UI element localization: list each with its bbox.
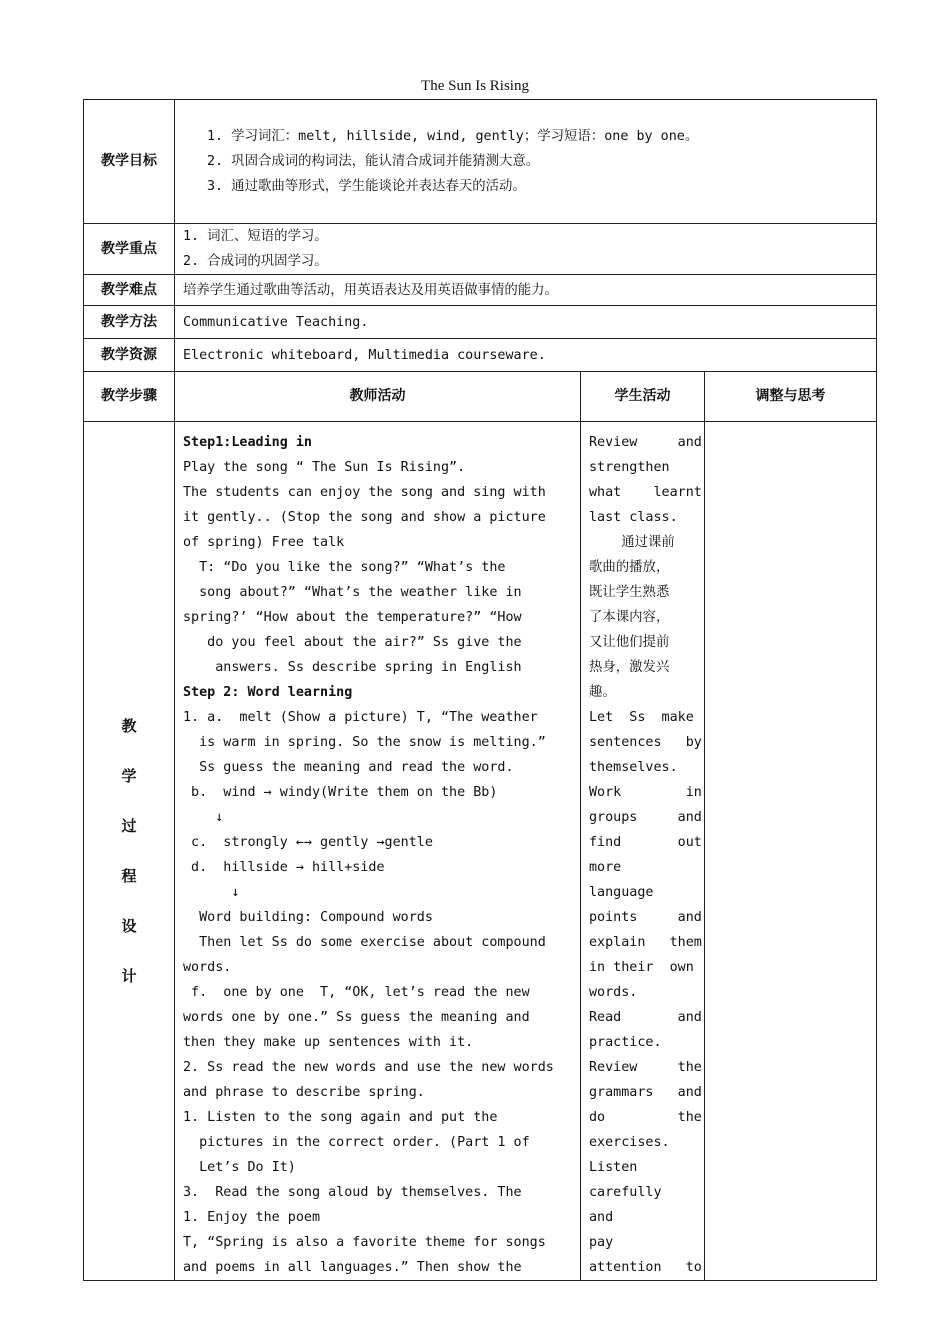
difficulty-cell: 培养学生通过歌曲等活动，用英语表达及用英语做事情的能力。 [175, 275, 877, 306]
row-goals [84, 100, 877, 224]
student-line: 了本课内容， [589, 610, 670, 625]
teacher-line: b. wind → windy(Write them on the Bb) [183, 785, 498, 800]
student-line: grammars and [589, 1085, 702, 1100]
header-teacher: 教师活动 [175, 372, 581, 422]
key-cell [175, 224, 877, 275]
row-method [84, 306, 877, 339]
student-line: themselves. [589, 760, 678, 775]
process-char: 设 [121, 917, 137, 935]
teacher-line: do you feel about the air?” Ss give the [183, 635, 522, 650]
goal-item: 2. 巩固合成词的构词法，能认清合成词并能猜测大意。 [207, 154, 540, 169]
teacher-line: Ss guess the meaning and read the word. [183, 760, 514, 775]
student-line: and [589, 1210, 614, 1225]
teacher-line: ↓ [183, 885, 240, 900]
student-line: Review and [589, 435, 702, 450]
teacher-line: song about?” “What’s the weather like in [183, 585, 522, 600]
teacher-line: 1. Listen to the song again and put the [183, 1110, 498, 1125]
student-line: sentences by [589, 735, 702, 750]
process-char: 学 [121, 767, 137, 785]
student-line: explain them [589, 935, 702, 950]
student-line: 又让他们提前 [589, 635, 670, 650]
teacher-line: Word building: Compound words [183, 910, 433, 925]
teacher-line: T: “Do you like the song?” “What’s the [183, 560, 506, 575]
key-item: 2. 合成词的巩固学习。 [183, 254, 328, 269]
label-resources: 教学资源 [84, 339, 175, 372]
teacher-line: 3. Read the song aloud by themselves. The [183, 1185, 522, 1200]
student-line: points and [589, 910, 702, 925]
goal-item: 1. 学习词汇：melt, hillside, wind, gently；学习短语：one by one。 [207, 129, 699, 144]
key-item: 1. 词汇、短语的学习。 [183, 229, 328, 244]
goals-cell [175, 100, 877, 224]
student-line: strengthen [589, 460, 670, 475]
student-activity-cell [581, 422, 705, 1281]
teacher-activity-cell [175, 422, 581, 1281]
student-line: 既让学生熟悉 [589, 585, 670, 600]
student-line: attention to [589, 1260, 702, 1275]
process-char: 教 [121, 717, 137, 735]
student-line: 歌曲的播放， [589, 560, 670, 575]
student-line: language [589, 885, 654, 900]
header-row [84, 372, 877, 422]
teacher-line: c. strongly ←→ gently →gentle [183, 835, 433, 850]
teacher-line: T, “Spring is also a favorite theme for songs [183, 1235, 546, 1250]
student-line: Work in [589, 785, 702, 800]
student-activity-text [589, 430, 702, 1280]
process-char: 计 [121, 967, 137, 985]
teacher-line: 1. a. melt (Show a picture) T, “The weather [183, 710, 538, 725]
teacher-line: answers. Ss describe spring in English [183, 660, 522, 675]
row-resources [84, 339, 877, 372]
student-line: Let Ss make [589, 710, 694, 725]
teacher-line: Step1:Leading in [183, 435, 312, 450]
process-label [84, 422, 175, 1281]
teacher-line: pictures in the correct order. (Part 1 of [183, 1135, 530, 1150]
student-line: 热身，激发兴 [589, 660, 670, 675]
lesson-plan-table [83, 99, 877, 1281]
teacher-line: d. hillside → hill+side [183, 860, 385, 875]
teacher-line: words one by one.” Ss guess the meaning and [183, 1010, 530, 1025]
row-key [84, 224, 877, 275]
student-line: Read and [589, 1010, 702, 1025]
teacher-line: f. one by one T, “OK, let’s read the new [183, 985, 530, 1000]
student-line: do the [589, 1110, 702, 1125]
teacher-line: then they make up sentences with it. [183, 1035, 474, 1050]
student-line: 趣。 [589, 685, 616, 700]
student-line: words. [589, 985, 638, 1000]
student-line: 通过课前 [589, 535, 675, 550]
teacher-line: 2. Ss read the new words and use the new words [183, 1060, 554, 1075]
teacher-line: of spring) Free talk [183, 535, 345, 550]
teacher-line: is warm in spring. So the snow is melting.” [183, 735, 546, 750]
teacher-activity-text [183, 430, 572, 1280]
teacher-line: Step 2: Word learning [183, 685, 353, 700]
teacher-line: words. [183, 960, 232, 975]
method-cell: Communicative Teaching. [175, 306, 877, 339]
reflection-cell [705, 422, 877, 1281]
student-line: what learnt [589, 485, 702, 500]
student-line: last class. [589, 510, 678, 525]
student-line: practice. [589, 1035, 662, 1050]
teacher-line: and poems in all languages.” Then show the [183, 1260, 522, 1275]
teacher-line: and phrase to describe spring. [183, 1085, 425, 1100]
teacher-line: it gently.. (Stop the song and show a picture [183, 510, 546, 525]
teacher-line: ↓ [183, 810, 224, 825]
process-char: 过 [121, 817, 137, 835]
label-key: 教学重点 [84, 224, 175, 275]
student-line: carefully [589, 1185, 662, 1200]
header-student: 学生活动 [581, 372, 705, 422]
teacher-line: Let’s Do It) [183, 1160, 296, 1175]
student-line: find out [589, 835, 702, 850]
goals-list [191, 124, 868, 199]
process-char: 程 [121, 867, 137, 885]
teacher-line: 1. Enjoy the poem [183, 1210, 321, 1225]
header-reflect: 调整与思考 [705, 372, 877, 422]
label-goals: 教学目标 [84, 100, 175, 224]
student-line: in their own [589, 960, 694, 975]
student-line: Listen [589, 1160, 638, 1175]
label-difficulty: 教学难点 [84, 275, 175, 306]
row-difficulty [84, 275, 877, 306]
document-title: The Sun Is Rising [421, 78, 529, 94]
header-steps: 教学步骤 [84, 372, 175, 422]
label-method: 教学方法 [84, 306, 175, 339]
process-row [84, 422, 877, 1281]
teacher-line: spring?’ “How about the temperature?” “How [183, 610, 522, 625]
teacher-line: Then let Ss do some exercise about compound [183, 935, 546, 950]
student-line: more [589, 860, 622, 875]
teacher-line: The students can enjoy the song and sing with [183, 485, 546, 500]
student-line: exercises. [589, 1135, 670, 1150]
student-line: Review the [589, 1060, 702, 1075]
teacher-line: Play the song “ The Sun Is Rising”. [183, 460, 466, 475]
student-line: groups and [589, 810, 702, 825]
goal-item: 3. 通过歌曲等形式，学生能谈论并表达春天的活动。 [207, 179, 526, 194]
resources-cell: Electronic whiteboard, Multimedia courseware. [175, 339, 877, 372]
student-line: pay [589, 1235, 614, 1250]
